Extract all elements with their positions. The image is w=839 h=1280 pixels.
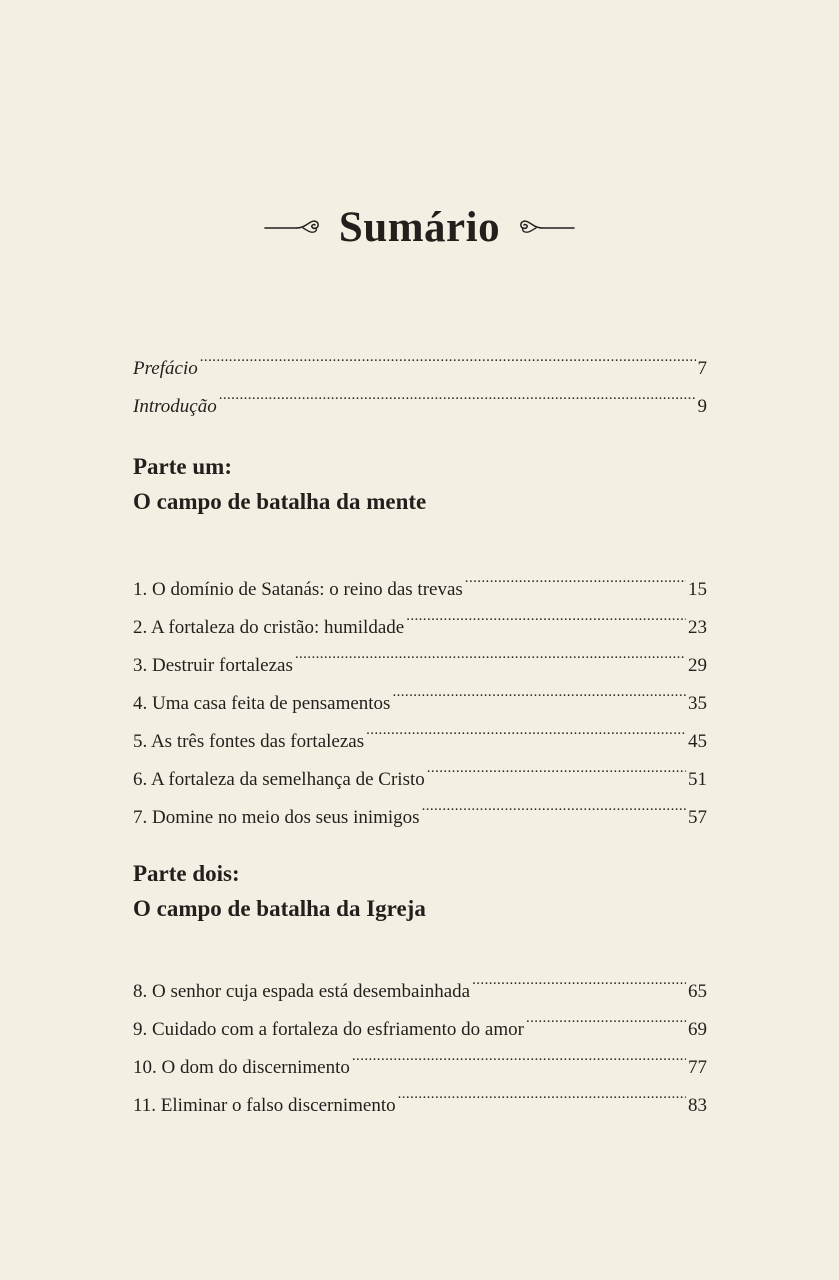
toc-page-number: 29	[688, 655, 707, 676]
toc-entry-label: 2. A fortaleza do cristão: humildade	[133, 617, 405, 638]
toc-entry-label: 1. O domínio de Satanás: o reino das trevas	[133, 579, 463, 600]
toc-entry-label: 3. Destruir fortalezas	[133, 655, 293, 676]
dot-leader	[427, 747, 686, 785]
left-flourish-icon	[263, 216, 325, 238]
dot-leader	[406, 595, 686, 633]
toc-entry-chapter-1[interactable]	[133, 557, 707, 600]
dot-leader	[465, 557, 686, 595]
toc-page-number: 23	[688, 617, 707, 638]
dot-leader	[219, 374, 696, 412]
dot-leader	[200, 336, 696, 374]
toc-page-number: 9	[697, 396, 707, 417]
toc-page-number: 45	[688, 731, 707, 752]
toc-entry-label: 11. Eliminar o falso discernimento	[133, 1095, 396, 1116]
toc-entry-label: 10. O dom do discernimento	[133, 1057, 350, 1078]
dot-leader	[398, 1073, 686, 1111]
toc-page-number: 83	[688, 1095, 707, 1116]
toc-entry-label: 9. Cuidado com a fortaleza do esfriamento do amor	[133, 1019, 524, 1040]
toc-page-number: 57	[688, 807, 707, 828]
toc-entry-label: 5. As três fontes das fortalezas	[133, 731, 365, 752]
dot-leader	[472, 959, 686, 997]
part-heading-2	[133, 856, 707, 926]
table-of-contents	[133, 336, 707, 1116]
dot-leader	[295, 633, 686, 671]
dot-leader	[366, 709, 686, 747]
right-flourish-icon	[514, 216, 576, 238]
dot-leader	[422, 785, 686, 823]
toc-page-number: 51	[688, 769, 707, 790]
part-heading-line1: Parte dois:	[133, 861, 240, 886]
title-row	[0, 192, 839, 262]
toc-page-number: 77	[688, 1057, 707, 1078]
toc-entry-introducao[interactable]	[133, 374, 707, 417]
toc-entry-chapter-8[interactable]	[133, 959, 707, 1002]
toc-page-number: 35	[688, 693, 707, 714]
dot-leader	[392, 671, 686, 709]
dot-leader	[526, 997, 686, 1035]
page-title: Sumário	[338, 203, 501, 251]
part-heading-line2: O campo de batalha da Igreja	[133, 896, 426, 921]
toc-page-number: 15	[688, 579, 707, 600]
part-heading-line1: Parte um:	[133, 454, 232, 479]
part-heading-1	[133, 449, 707, 519]
part-heading-line2: O campo de batalha da mente	[133, 489, 427, 514]
toc-entry-label: 7. Domine no meio dos seus inimigos	[133, 807, 420, 828]
toc-page-number: 69	[688, 1019, 707, 1040]
toc-page-number: 7	[697, 358, 707, 379]
toc-entry-label: 8. O senhor cuja espada está desembainhada	[133, 981, 471, 1002]
toc-entry-label: 6. A fortaleza da semelhança de Cristo	[133, 769, 425, 790]
dot-leader	[352, 1035, 686, 1073]
toc-entry-prefacio[interactable]	[133, 336, 707, 379]
toc-entry-label: 4. Uma casa feita de pensamentos	[133, 693, 391, 714]
toc-entry-label: Prefácio	[133, 358, 198, 379]
toc-page-number: 65	[688, 981, 707, 1002]
toc-entry-label: Introdução	[133, 396, 217, 417]
